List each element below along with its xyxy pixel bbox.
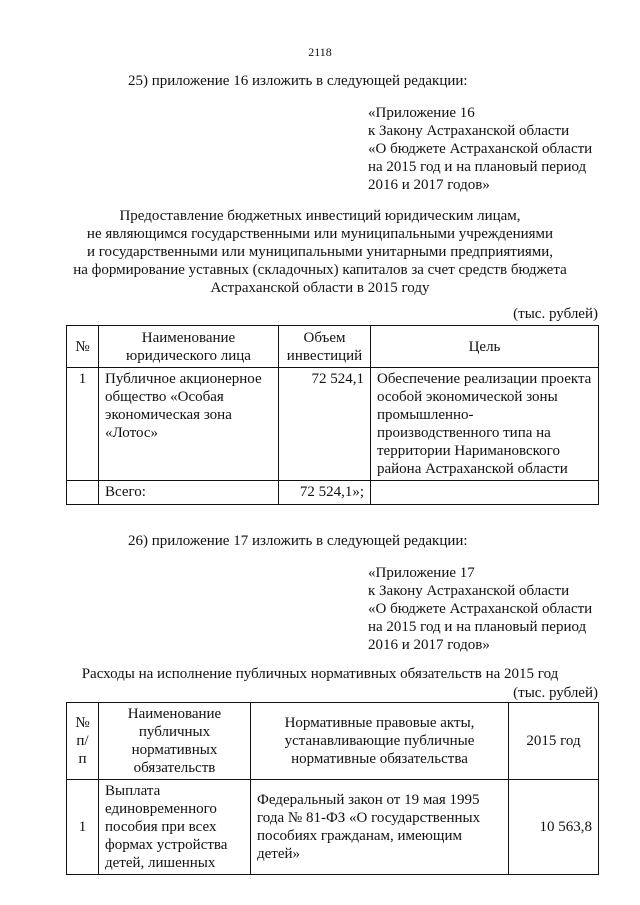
row-amount: 10 563,8 xyxy=(509,780,599,875)
row-obligation-name: Выплата единовременного пособия при всех формах устройства детей, лишенных xyxy=(99,780,251,875)
item-25-heading: 25) приложение 16 изложить в следующей редакции: xyxy=(128,73,468,89)
header-entity-name: Наименование юридического лица xyxy=(99,326,279,368)
annex-line: 2016 и 2017 годов» xyxy=(368,177,490,193)
annex-line: «Приложение 16 xyxy=(368,105,475,121)
total-num-empty xyxy=(67,481,99,505)
annex-16-reference xyxy=(368,104,592,194)
header-investment-amount: Объем инвестиций xyxy=(279,326,371,368)
title-line: и государственными или муниципальными унитарными предприятиями, xyxy=(86,244,554,260)
annex-16-title xyxy=(40,207,600,297)
item-26-heading: 26) приложение 17 изложить в следующей редакции: xyxy=(128,533,468,549)
unit-label: (тыс. рублей) xyxy=(513,685,598,701)
table-total-row xyxy=(67,481,599,505)
total-goal-empty xyxy=(371,481,599,505)
annex-17-title xyxy=(40,665,600,683)
row-num: 1 xyxy=(67,780,99,875)
obligations-table xyxy=(66,702,599,875)
annex-line: к Закону Астраханской области xyxy=(368,123,570,139)
title-line: Астраханской области в 2015 году xyxy=(210,280,430,296)
header-num: № xyxy=(67,326,99,368)
annex-line: «О бюджете Астраханской области xyxy=(368,141,593,157)
total-amount: 72 524,1»; xyxy=(279,481,371,505)
row-entity-name: Публичное акционерное общество «Особая экономическая зона «Лотос» xyxy=(99,368,279,481)
table-header-row xyxy=(67,326,599,368)
page-number: 2118 xyxy=(308,45,332,59)
total-label: Всего: xyxy=(99,481,279,505)
row-amount: 72 524,1 xyxy=(279,368,371,481)
annex-line: 2016 и 2017 годов» xyxy=(368,637,490,653)
row-legal-act: Федеральный закон от 19 мая 1995 года № 81-ФЗ «О государственных пособиях гражданам, имеющим детей» xyxy=(251,780,509,875)
row-goal: Обеспечение реализации проекта особой экономической зоны промышленно-производственного типа на территории Наримановского района Астраханской области xyxy=(371,368,599,481)
title-line: на формирование уставных (складочных) капиталов за счет средств бюджета xyxy=(73,262,567,278)
row-num: 1 xyxy=(67,368,99,481)
header-goal: Цель xyxy=(371,326,599,368)
annex-line: к Закону Астраханской области xyxy=(368,583,570,599)
annex-line: «Приложение 17 xyxy=(368,565,475,581)
table-row xyxy=(67,368,599,481)
table-header-row xyxy=(67,703,599,780)
header-obligation-name: Наименование публичных нормативных обязательств xyxy=(99,703,251,780)
annex-line: «О бюджете Астраханской области xyxy=(368,601,593,617)
header-legal-acts: Нормативные правовые акты, устанавливающие публичные нормативные обязательства xyxy=(251,703,509,780)
title-line: Предоставление бюджетных инвестиций юридическим лицам, xyxy=(119,208,521,224)
table-row xyxy=(67,780,599,875)
annex-line: на 2015 год и на плановый период xyxy=(368,159,587,175)
header-year: 2015 год xyxy=(509,703,599,780)
annex-17-reference xyxy=(368,564,592,654)
investments-table xyxy=(66,325,599,505)
annex-line: на 2015 год и на плановый период xyxy=(368,619,587,635)
header-num: № п/п xyxy=(67,703,99,780)
unit-label: (тыс. рублей) xyxy=(513,306,598,322)
title-line: не являющимся государственными или муниципальными учреждениями xyxy=(86,226,554,242)
title-line: Расходы на исполнение публичных нормативных обязательств на 2015 год xyxy=(81,666,559,682)
